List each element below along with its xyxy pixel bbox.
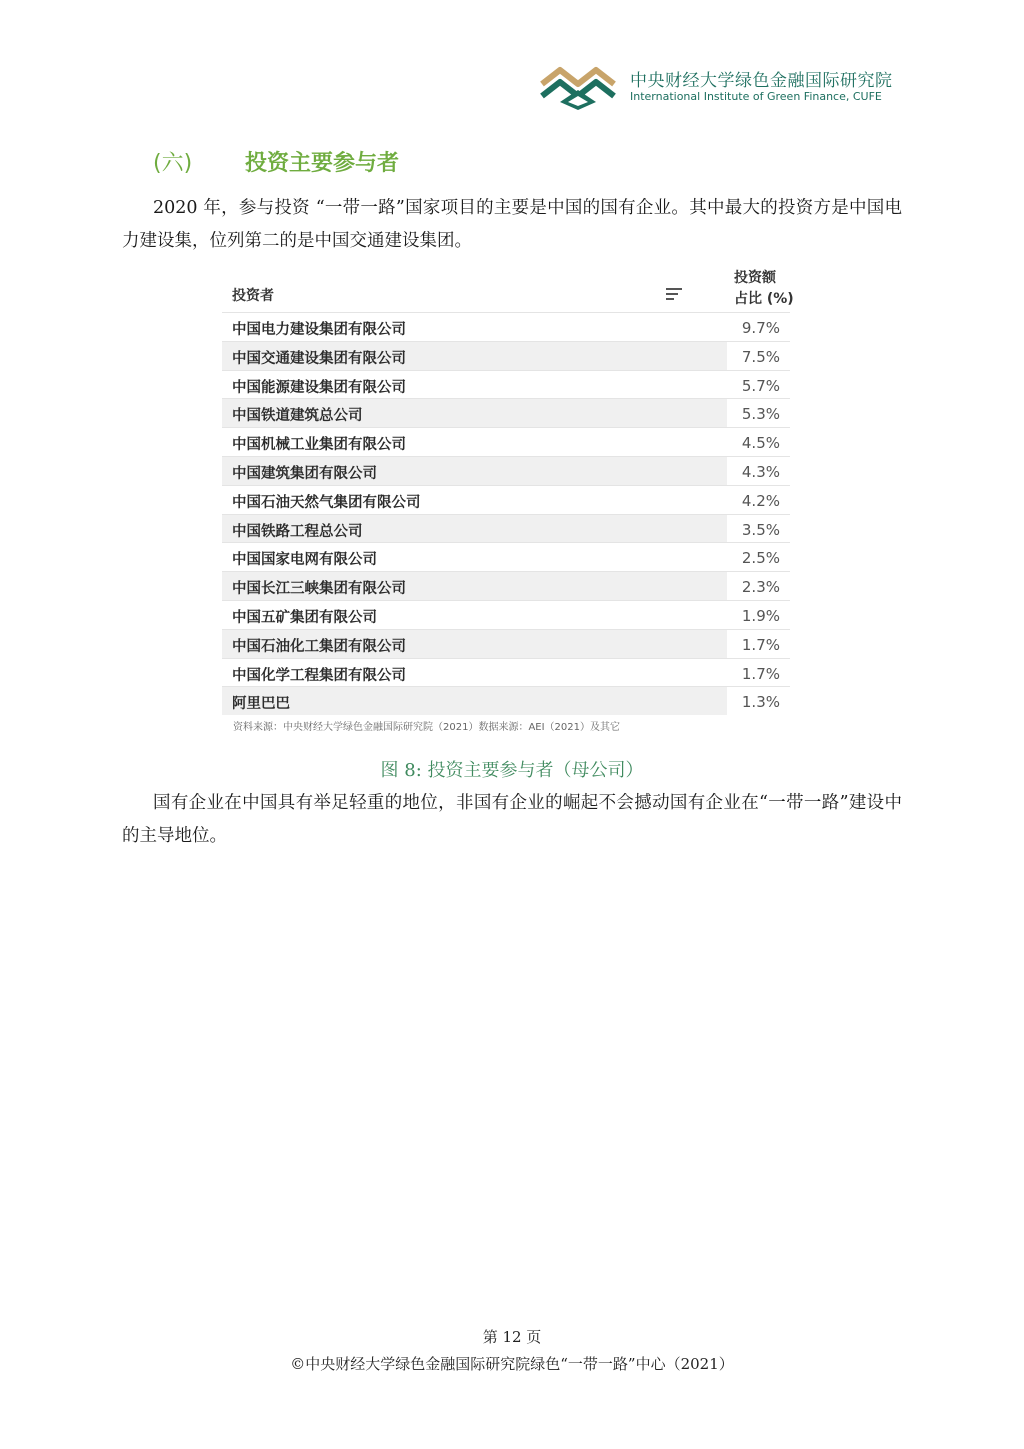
- table-row: [222, 427, 790, 456]
- investor-name: 中国铁道建筑总公司: [232, 408, 363, 425]
- investment-share: 4.2%: [730, 492, 782, 512]
- investment-share: 5.7%: [730, 377, 782, 397]
- table-row: [222, 485, 790, 514]
- sort-icon[interactable]: [666, 288, 682, 304]
- investor-name: 阿里巴巴: [232, 696, 290, 713]
- table-row: [222, 542, 790, 571]
- table-row: [222, 312, 790, 341]
- iigf-logo-icon: [538, 62, 620, 112]
- table-row: [222, 571, 790, 600]
- investment-share: 3.5%: [730, 521, 782, 541]
- page-number: 第 12 页: [482, 1328, 542, 1346]
- table-row: [222, 600, 790, 629]
- column-header-share: [734, 268, 794, 310]
- investment-share: 1.3%: [730, 693, 782, 713]
- investment-share: 5.3%: [730, 405, 782, 425]
- investor-name: 中国国家电网有限公司: [232, 552, 377, 569]
- investor-name: 中国五矿集团有限公司: [232, 609, 377, 626]
- section-heading: [153, 146, 399, 177]
- figure-caption: 图 8: 投资主要参与者（母公司）: [380, 760, 644, 781]
- table-row: [222, 686, 790, 715]
- investment-share: 1.7%: [730, 665, 782, 685]
- table-source-note: 资料来源：中央财经大学绿色金融国际研究院（2021）数据来源：AEI（2021）及其它: [233, 722, 621, 733]
- column-header-investor: 投资者: [232, 288, 274, 304]
- section-number: (六): [153, 151, 193, 176]
- investment-share: 7.5%: [730, 348, 782, 368]
- investment-share: 4.5%: [730, 434, 782, 454]
- section-title: 投资主要参与者: [245, 151, 400, 176]
- table-row: [222, 629, 790, 658]
- investor-name: 中国化学工程集团有限公司: [232, 667, 406, 684]
- investor-name: 中国铁路工程总公司: [232, 523, 363, 540]
- org-name-en: International Institute of Green Finance, CUFE: [630, 90, 882, 103]
- table-row: [222, 456, 790, 485]
- investor-name: 中国能源建设集团有限公司: [232, 379, 406, 396]
- table-row: [222, 514, 790, 543]
- investor-name: 中国建筑集团有限公司: [232, 465, 377, 482]
- copyright-notice: ©中央财经大学绿色金融国际研究院绿色“一带一路”中心（2021）: [290, 1355, 734, 1373]
- investment-share: 9.7%: [730, 319, 782, 339]
- investment-share: 1.9%: [730, 607, 782, 627]
- table-row: [222, 341, 790, 370]
- investor-name: 中国长江三峡集团有限公司: [232, 581, 406, 598]
- table-row: [222, 398, 790, 427]
- investor-name: 中国交通建设集团有限公司: [232, 350, 406, 367]
- investment-share: 1.7%: [730, 636, 782, 656]
- investment-share: 4.3%: [730, 463, 782, 483]
- page-header: [538, 60, 938, 116]
- table-header: [222, 266, 794, 312]
- conclusion-paragraph: 国有企业在中国具有举足轻重的地位，非国有企业的崛起不会撼动国有企业在“一带一路”建设中的主导地位。: [122, 793, 902, 846]
- investor-name: 中国石油天然气集团有限公司: [232, 494, 421, 511]
- intro-paragraph: 2020 年，参与投资 “一带一路”国家项目的主要是中国的国有企业。其中最大的投资方是中国电力建设集，位列第二的是中国交通建设集团。: [122, 198, 902, 251]
- column-header-share-line1: 投资额: [734, 270, 776, 286]
- investor-name: 中国电力建设集团有限公司: [232, 322, 406, 338]
- investment-share: 2.5%: [730, 549, 782, 569]
- investor-name: 中国机械工业集团有限公司: [232, 437, 406, 454]
- org-name-cn: 中央财经大学绿色金融国际研究院: [630, 71, 893, 91]
- table-body: [222, 312, 790, 715]
- investor-table: [222, 266, 794, 715]
- column-header-share-line2: 占比 (%): [734, 291, 794, 307]
- table-row: [222, 370, 790, 399]
- table-row: [222, 658, 790, 687]
- investment-share: 2.3%: [730, 578, 782, 598]
- investor-name: 中国石油化工集团有限公司: [232, 638, 406, 655]
